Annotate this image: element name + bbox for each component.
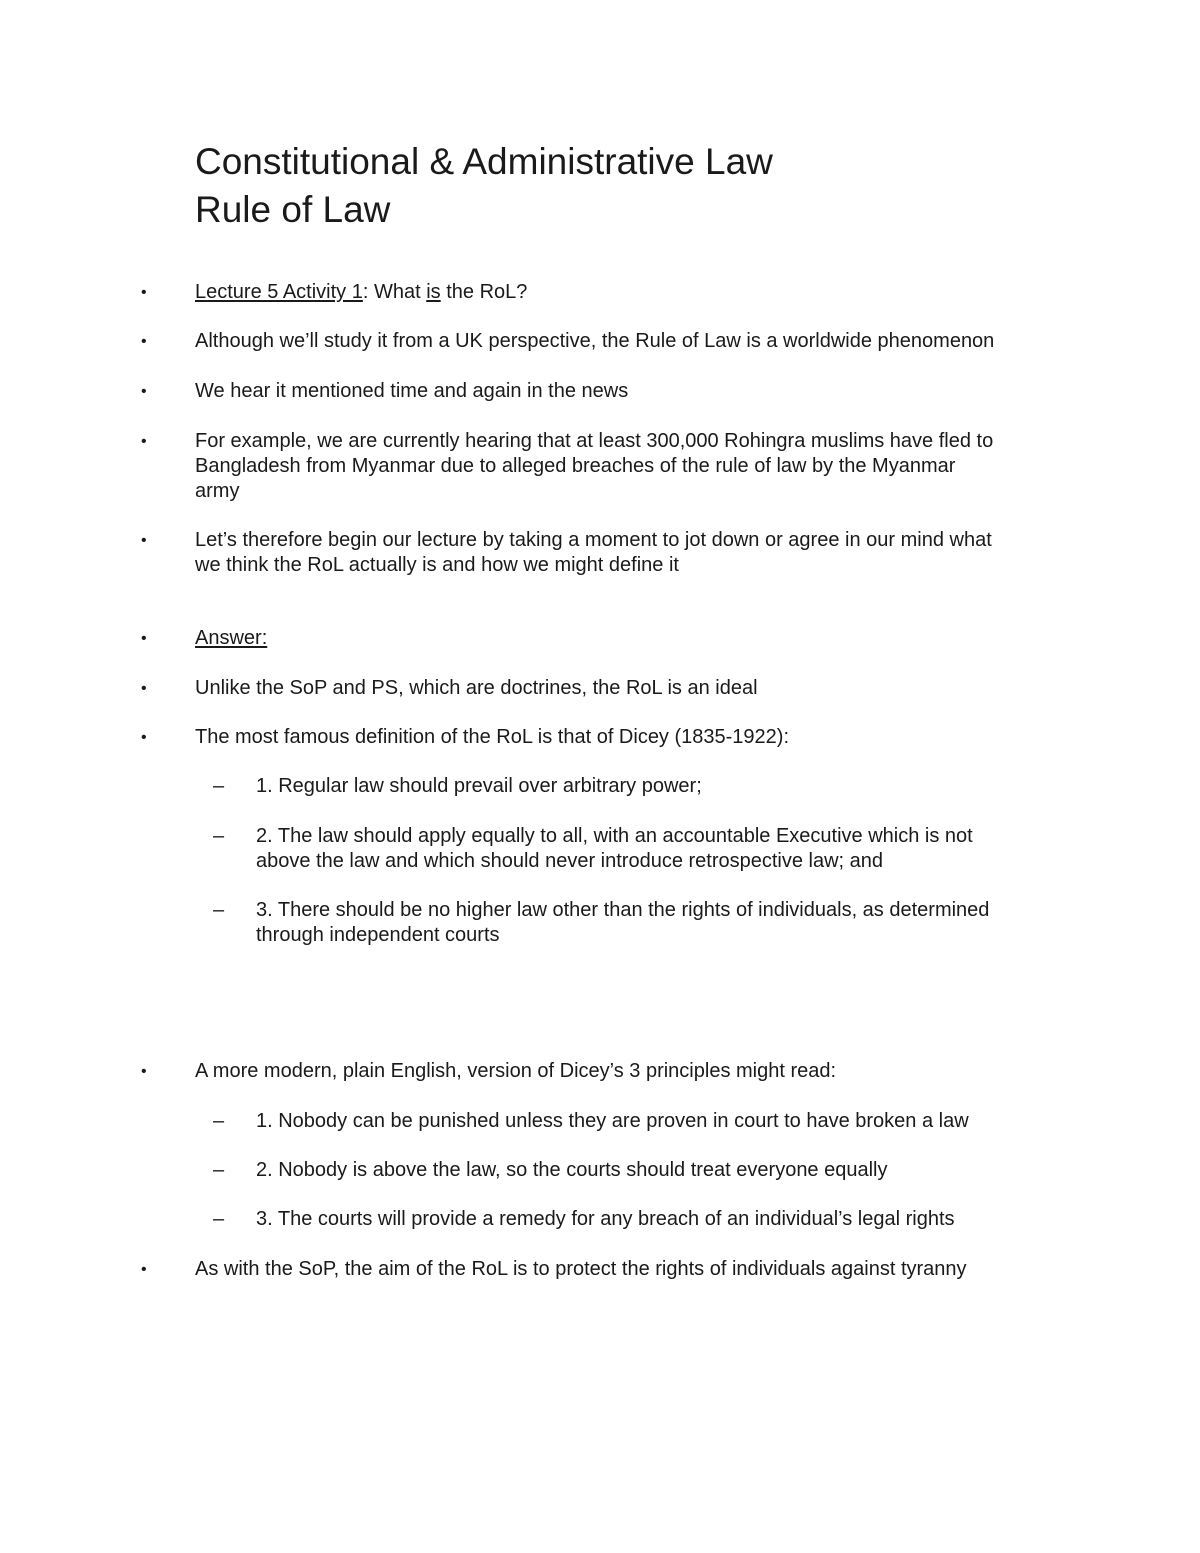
text-segment: the RoL? (440, 281, 528, 303)
bullet-icon: • (141, 1261, 147, 1278)
underlined-text: is (426, 281, 441, 303)
list-item-text: 3. The courts will provide a remedy for any breach of an individual’s legal rights (256, 1208, 955, 1230)
dash-icon: – (213, 775, 225, 797)
list-item-text: through independent courts (256, 924, 500, 946)
bullet-icon: • (141, 333, 147, 350)
list-item-text: Unlike the SoP and PS, which are doctrines, the RoL is an ideal (195, 677, 758, 699)
title-line-2: Rule of Law (195, 189, 391, 230)
underlined-text: Answer: (195, 627, 268, 649)
dash-icon: – (213, 825, 225, 847)
document-title (195, 138, 1095, 234)
list-item-text: above the law and which should never introduce retrospective law; and (256, 850, 884, 872)
dash-icon: – (213, 1159, 225, 1181)
list-item-text: army (195, 480, 240, 502)
list-item-text: 1. Nobody can be punished unless they are proven in court to have broken a law (256, 1110, 969, 1132)
list-item-text: The most famous definition of the RoL is that of Dicey (1835-1922): (195, 726, 790, 748)
list-item-text: Let’s therefore begin our lecture by taking a moment to jot down or agree in our mind what (195, 529, 992, 551)
list-item-text: As with the SoP, the aim of the RoL is to protect the rights of individuals against tyranny (195, 1258, 967, 1280)
list-item-text (195, 626, 267, 651)
bullet-icon: • (141, 680, 147, 697)
list-item-text: A more modern, plain English, version of Dicey’s 3 principles might read: (195, 1060, 837, 1082)
bullet-icon: • (141, 1063, 147, 1080)
list-item-text: 2. Nobody is above the law, so the courts should treat everyone equally (256, 1159, 888, 1181)
list-item-text: 3. There should be no higher law other than the rights of individuals, as determined (256, 899, 990, 921)
list-item-text: 1. Regular law should prevail over arbitrary power; (256, 775, 702, 797)
list-item-text: 2. The law should apply equally to all, with an accountable Executive which is not (256, 825, 973, 847)
bullet-icon: • (141, 532, 147, 549)
list-item-text: we think the RoL actually is and how we might define it (195, 554, 679, 576)
bullet-icon: • (141, 729, 147, 746)
bullet-icon: • (141, 630, 147, 647)
dash-icon: – (213, 1208, 225, 1230)
bullet-icon: • (141, 433, 147, 450)
list-item-text: We hear it mentioned time and again in the news (195, 380, 629, 402)
list-item-text: Bangladesh from Myanmar due to alleged breaches of the rule of law by the Myanmar (195, 455, 956, 477)
list-item-text (195, 280, 527, 305)
dash-icon: – (213, 899, 225, 921)
list-item-text: For example, we are currently hearing that at least 300,000 Rohingra muslims have fled to (195, 430, 994, 452)
list-item-text: Although we’ll study it from a UK perspective, the Rule of Law is a worldwide phenomenon (195, 330, 995, 352)
bullet-icon: • (141, 284, 147, 301)
underlined-text: Lecture 5 Activity 1 (195, 281, 363, 303)
title-line-1: Constitutional & Administrative Law (195, 141, 773, 182)
dash-icon: – (213, 1110, 225, 1132)
text-segment: : What (362, 281, 427, 303)
bullet-icon: • (141, 383, 147, 400)
